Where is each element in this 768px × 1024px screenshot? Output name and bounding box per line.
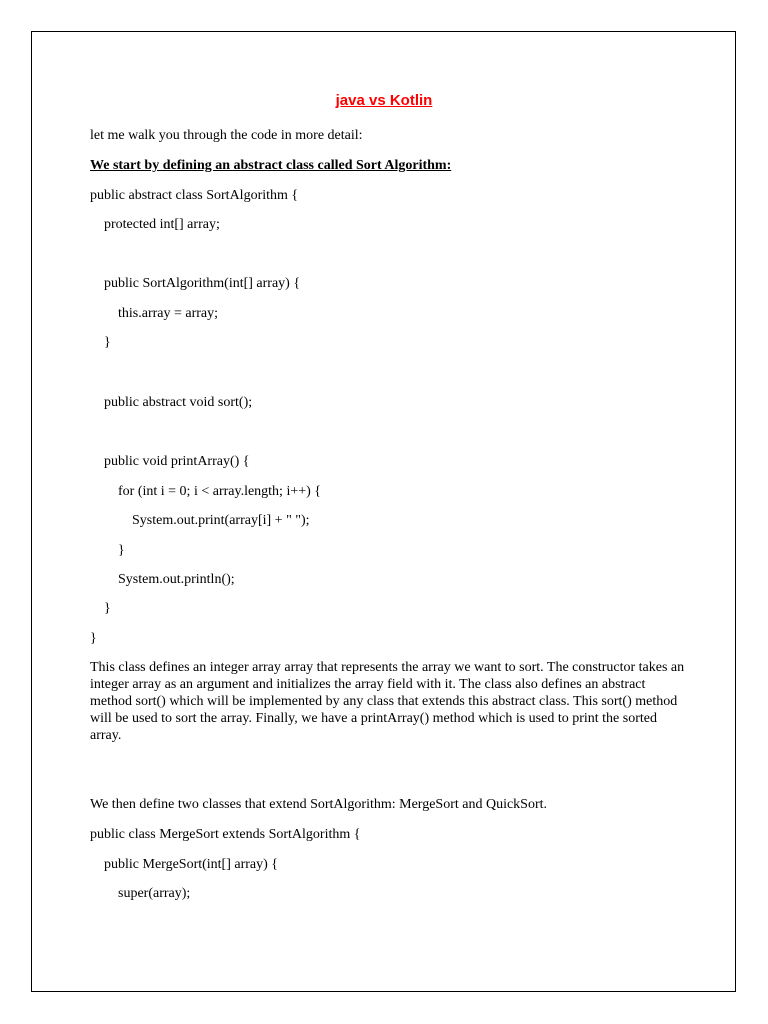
code-line: } xyxy=(90,631,97,646)
code-line: public abstract void sort(); xyxy=(90,395,253,410)
document-page xyxy=(31,31,736,992)
intro-text: let me walk you through the code in more detail: xyxy=(90,128,363,143)
code-line: protected int[] array; xyxy=(90,217,220,232)
code-line: } xyxy=(90,335,111,350)
extends-intro-text: We then define two classes that extend SortAlgorithm: MergeSort and QuickSort. xyxy=(90,797,548,812)
section-heading: We start by defining an abstract class called Sort Algorithm: xyxy=(90,158,452,173)
code-line: public SortAlgorithm(int[] array) { xyxy=(90,276,301,291)
code-line: public void printArray() { xyxy=(90,454,250,469)
code-line: public class MergeSort extends SortAlgorithm { xyxy=(90,827,361,842)
document-title: java vs Kotlin xyxy=(335,92,433,109)
code-line: } xyxy=(90,601,111,616)
code-line: this.array = array; xyxy=(90,306,219,321)
code-line: public abstract class SortAlgorithm { xyxy=(90,188,299,203)
code-line: } xyxy=(90,543,125,558)
code-line: System.out.print(array[i] + " "); xyxy=(90,513,310,528)
code-line: System.out.println(); xyxy=(90,572,235,587)
code-line: super(array); xyxy=(90,886,191,901)
explanation-paragraph: This class defines an integer array array that represents the array we want to sort. The constructor takes an integer array as an argument and initializes the array field with it. The class also defines an abstract method sort() which will be implemented by any class that extends this abstract class. This sort() method will be used to sort the array. Finally, we have a printArray() method which is used to print the sorted array. xyxy=(90,660,685,743)
code-line: public MergeSort(int[] array) { xyxy=(90,857,279,872)
code-line: for (int i = 0; i < array.length; i++) { xyxy=(90,484,322,499)
